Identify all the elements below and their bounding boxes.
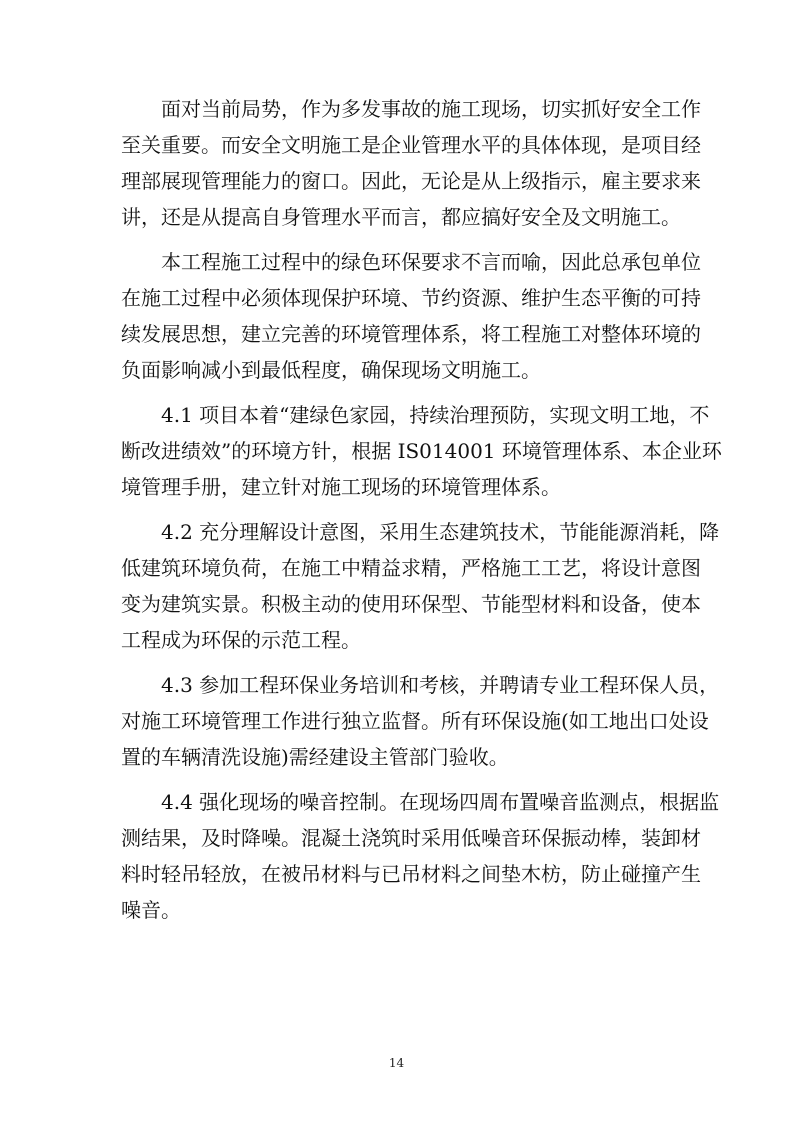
paragraph-intro-safety	[121, 91, 701, 235]
text-line: 面对当前局势，作为多发事故的施工现场，切实抓好安全工作	[161, 97, 701, 121]
text-line: 在施工过程中必须体现保护环境、节约资源、维护生态平衡的可持	[121, 286, 701, 310]
text-line: 工程成为环保的示范工程。	[121, 628, 361, 652]
text-line: 对施工环境管理工作进行独立监督。所有环保设施(如工地出口处设	[121, 709, 709, 733]
text-line: 境管理手册，建立针对施工现场的环境管理体系。	[121, 475, 561, 499]
body-text	[121, 91, 722, 937]
text-line: 断改进绩效”的环境方针，根据 IS014001 环境管理体系、本企业环	[121, 439, 722, 463]
text-line: 理部展现管理能力的窗口。因此，无论是从上级指示，雇主要求来	[121, 169, 701, 193]
text-line: 4.4 强化现场的噪音控制。在现场四周布置噪音监测点，根据监	[161, 790, 720, 814]
text-line: 变为建筑实景。积极主动的使用环保型、节能型材料和设备，使本	[121, 592, 701, 616]
text-line: 4.1 项目本着“建绿色家园，持续治理预防，实现文明工地，不	[161, 403, 710, 427]
paragraph-4-4	[121, 784, 720, 928]
text-line: 续发展思想，建立完善的环境管理体系，将工程施工对整体环境的	[121, 322, 701, 346]
paragraph-4-1	[121, 397, 722, 505]
page-number: 14	[388, 1056, 405, 1070]
paragraph-green-requirements	[121, 244, 701, 388]
text-line: 料时轻吊轻放，在被吊材料与已吊材料之间垫木枋，防止碰撞产生	[121, 862, 701, 886]
paragraph-4-3	[121, 667, 720, 775]
text-line: 噪音。	[121, 898, 181, 922]
text-line: 4.2 充分理解设计意图，采用生态建筑技术，节能能源消耗，降	[161, 520, 720, 544]
text-line: 讲，还是从提高自身管理水平而言，都应搞好安全及文明施工。	[121, 205, 681, 229]
text-line: 测结果，及时降噪。混凝土浇筑时采用低噪音环保振动棒，装卸材	[121, 826, 701, 850]
text-line: 4.3 参加工程环保业务培训和考核，并聘请专业工程环保人员，	[161, 673, 720, 697]
text-line: 低建筑环境负荷，在施工中精益求精，严格施工工艺，将设计意图	[121, 556, 701, 580]
text-line: 本工程施工过程中的绿色环保要求不言而喻，因此总承包单位	[161, 250, 701, 274]
paragraph-4-2	[121, 514, 720, 658]
text-line: 至关重要。而安全文明施工是企业管理水平的具体体现，是项目经	[121, 133, 701, 157]
text-line: 负面影响减小到最低程度，确保现场文明施工。	[121, 358, 541, 382]
text-line: 置的车辆清洗设施)需经建设主管部门验收。	[121, 745, 509, 769]
